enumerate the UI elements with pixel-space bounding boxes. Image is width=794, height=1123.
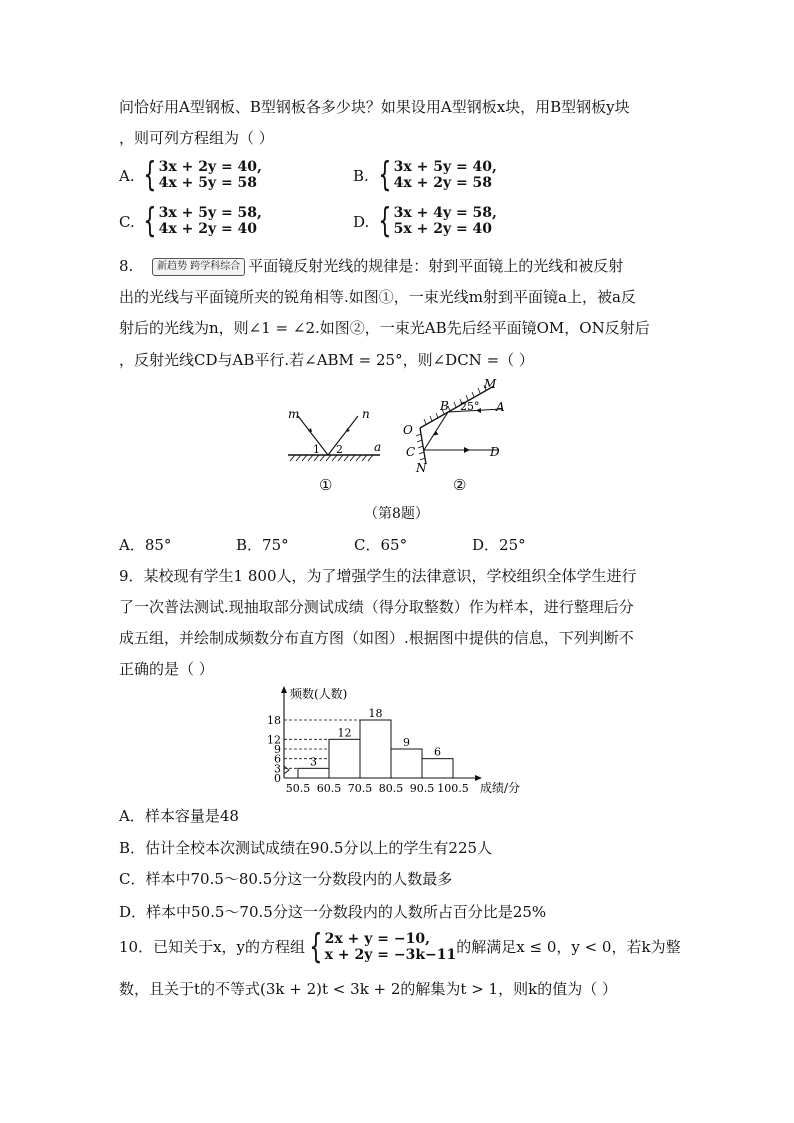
angle-1-label: 1 [313, 443, 320, 456]
angle-2-label: 2 [336, 443, 343, 456]
y-tick-label: 12 [267, 733, 281, 747]
q8-line-3: 射后的光线为n，则∠1 = ∠2.如图②，一束光AB先后经平面镜OM，ON反射后 [119, 319, 650, 337]
question-number: 8. [119, 257, 134, 275]
q10-text-pre: 10．已知关于x，y的方程组 [119, 938, 306, 956]
figure-2-caption: ② [453, 476, 467, 494]
x-tick-label: 90.5 [409, 782, 435, 795]
bar-value-label: 18 [368, 707, 383, 720]
frequency-histogram [262, 686, 542, 800]
brace-icon: { [309, 927, 323, 967]
histogram-bar [329, 739, 360, 778]
option-letter: C. [119, 213, 135, 231]
figure-1-caption: ① [319, 476, 333, 494]
brace-icon: { [378, 155, 392, 195]
q8-line-2: 出的光线与平面镜所夹的锐角相等.如图①，一束光线m射到平面镜a上，被a反 [119, 288, 636, 306]
label-M: M [484, 377, 497, 391]
equation: 3x + 2y = 40, [158, 159, 262, 175]
y-axis-arrow-icon [281, 686, 287, 693]
y-axis-label: 频数(人数) [290, 687, 348, 701]
x-tick-label: 100.5 [437, 782, 469, 795]
option-letter: A. [119, 167, 135, 185]
q9-option-c[interactable]: C．样本中70.5～80.5分这一分数段内的人数最多 [119, 870, 453, 888]
equation: 2x + y = −10, [324, 931, 430, 947]
brace-icon: { [378, 201, 392, 241]
histogram-bar [298, 768, 329, 778]
q10-line-2: 数，且关于t的不等式(3k + 2)t < 3k + 2的解集为t > 1，则k的值为（ ） [119, 980, 617, 998]
label-N: N [416, 461, 427, 474]
equation-system [374, 201, 497, 241]
equation: 3x + 5y = 58, [158, 205, 262, 221]
label-O: O [403, 423, 413, 437]
q7-line-2: ，则可列方程组为（ ） [119, 129, 274, 147]
histogram-bar [422, 759, 453, 778]
x-axis-label: 成绩/分 [480, 781, 521, 795]
bar-value-label: 6 [434, 745, 441, 759]
figure-1-mirror-reflection [284, 402, 384, 464]
option-letter: D. [353, 213, 370, 231]
x-tick-label: 70.5 [347, 782, 373, 795]
q8-option-a[interactable]: A．85° [119, 536, 172, 554]
equation-system [374, 155, 497, 195]
y-tick-label: 6 [274, 752, 281, 766]
q8-option-c[interactable]: C．65° [354, 536, 408, 554]
q9-option-b[interactable]: B．估计全校本次测试成绩在90.5分以上的学生有225人 [119, 839, 493, 857]
option-letter: B. [353, 167, 369, 185]
y-tick-label: 18 [267, 714, 281, 727]
histogram-bar [391, 749, 422, 778]
equation-system [139, 155, 262, 195]
label-m: m [288, 407, 300, 421]
figure-caption: （第8题） [364, 506, 429, 522]
histogram-bar [360, 720, 391, 778]
equation: 4x + 2y = 58 [393, 175, 493, 191]
q9-line-2: 了一次普法测试.现抽取部分测试成绩（得分取整数）作为样本，进行整理后分 [119, 598, 634, 616]
y-tick-label: 0 [274, 772, 281, 785]
q10-text-post: 的解满足x ≤ 0，y < 0，若k为整 [456, 938, 681, 956]
equation: 3x + 5y = 40, [393, 159, 497, 175]
q7-line-1: 问恰好用A型钢板、B型钢板各多少块？如果设用A型钢板x块，用B型钢板y块 [119, 98, 630, 116]
q8-text: 平面镜反射光线的规律是：射到平面镜上的光线和被反射 [248, 257, 624, 275]
angle-25-label: 25° [460, 400, 480, 413]
q9-line-1: 9．某校现有学生1 800人，为了增强学生的法律意识，学校组织全体学生进行 [119, 567, 637, 585]
bar-value-label: 9 [403, 736, 410, 749]
label-D: D [490, 445, 500, 459]
q9-line-3: 成五组，并绘制成频数分布直方图（如图）.根据图中提供的信息，下列判断不 [119, 629, 634, 647]
equation: x + 2y = −3k−11 [324, 947, 457, 963]
equation: 3x + 4y = 58, [393, 205, 497, 221]
equation: 5x + 2y = 40 [393, 221, 493, 237]
equation-system [305, 927, 457, 967]
badge-new-trend: 新趋势 跨学科综合 [152, 258, 245, 276]
q9-line-4: 正确的是（ ） [119, 660, 214, 678]
label-n: n [362, 407, 370, 421]
q9-option-a[interactable]: A．样本容量是48 [119, 807, 239, 825]
x-tick-label: 80.5 [378, 782, 404, 795]
brace-icon: { [143, 155, 157, 195]
equation: 4x + 2y = 40 [158, 221, 258, 237]
bar-value-label: 12 [337, 726, 352, 740]
x-tick-label: 50.5 [285, 782, 311, 795]
q8-option-d[interactable]: D．25° [472, 536, 526, 554]
label-C: C [406, 445, 416, 459]
y-tick-label: 9 [274, 743, 281, 756]
label-B: B [440, 399, 449, 413]
label-a: a [374, 440, 382, 454]
q9-option-d[interactable]: D．样本中50.5～70.5分这一分数段内的人数所占百分比是25% [119, 903, 547, 921]
q10-line-1 [119, 927, 681, 967]
equation-system [139, 201, 262, 241]
q8-line-4: ，反射光线CD与AB平行.若∠ABM = 25°，则∠DCN =（ ） [119, 351, 534, 369]
y-tick-label: 3 [274, 762, 281, 776]
axis-break-icon [284, 766, 289, 774]
brace-icon: { [143, 201, 157, 241]
label-A: A [496, 400, 505, 414]
q8-line-1 [119, 256, 623, 276]
equation: 4x + 5y = 58 [158, 175, 258, 191]
x-tick-label: 60.5 [316, 782, 342, 795]
bar-value-label: 3 [310, 755, 317, 769]
figure-2-two-mirrors [398, 376, 508, 474]
q8-option-b[interactable]: B．75° [236, 536, 289, 554]
